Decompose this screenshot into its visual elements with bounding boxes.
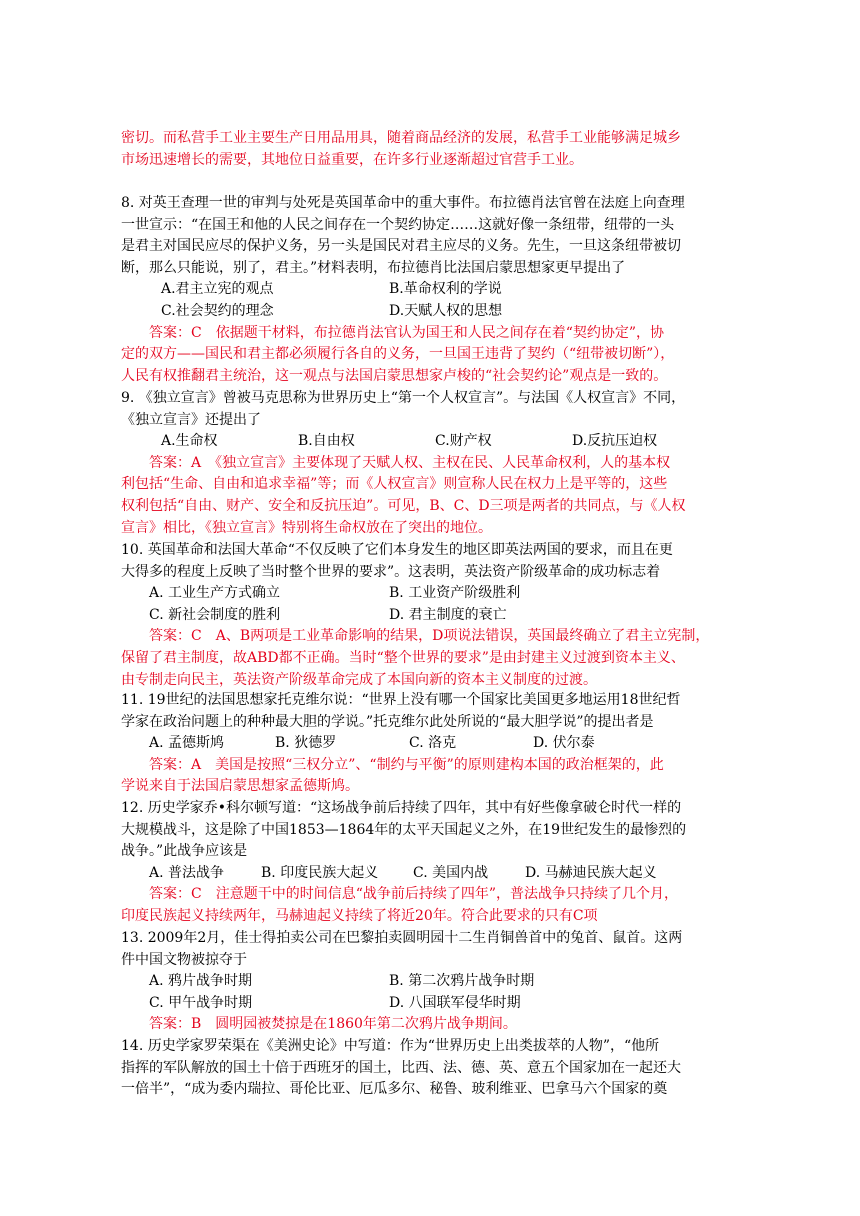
option-a: A.君主立宪的观点	[161, 281, 274, 298]
answer-line: 人民有权推翻君主统治，这一观点与法国启蒙思想家卢梭的“社会契约论”观点是一致的。	[121, 367, 668, 384]
answer-line: 由专制走向民主，英法资产阶级革命完成了本国向新的资本主义制度的过渡。	[121, 671, 597, 688]
answer-line: 答案：C 依据题干材料，布拉德肖法官认为国王和人民之间存在着“契约协定”，协	[149, 324, 665, 341]
option-b: B.自由权	[298, 433, 355, 450]
question-stem-line: 指挥的军队解放的国土十倍于西班牙的国土，比西、法、德、英、意五个国家加在一起还大	[121, 1059, 681, 1076]
question-stem-line: 战争。”此战争应该是	[121, 843, 248, 860]
question-stem-line: 一倍半”，“成为委内瑞拉、哥伦比亚、厄瓜多尔、秘鲁、玻利维亚、巴拿马六个国家的奠	[121, 1081, 668, 1098]
answer-line: 宣言》相比，《独立宣言》特别将生命权放在了突出的地位。	[121, 519, 492, 536]
options-row	[121, 431, 741, 453]
option-d: D. 马赫迪民族大起义	[525, 864, 657, 881]
option-c: C. 甲午战争时期	[149, 994, 253, 1011]
question-12	[121, 798, 741, 928]
question-13	[121, 928, 741, 1036]
options-row	[121, 583, 741, 605]
answer-line: 权利包括“自由、财产、安全和反抗压迫”。可见，B、C、D三项是两者的共同点，与《人权	[121, 497, 686, 514]
answer-line: 答案：A 《独立宣言》主要体现了天赋人权、主权在民、人民革命权利，人的基本权	[149, 454, 671, 471]
option-a: A. 孟德斯鸠	[149, 735, 225, 752]
question-stem-line: 学家在政治问题上的种种最大胆的学说。”托克维尔此处所说的“最大胆学说”的提出者是	[121, 713, 654, 730]
option-d: D. 君主制度的衰亡	[389, 606, 507, 623]
option-a: A. 工业生产方式确立	[149, 585, 281, 602]
option-b: B. 印度民族大起义	[261, 864, 379, 881]
option-c: C.财产权	[435, 433, 492, 450]
question-10	[121, 540, 741, 691]
option-d: D. 八国联军侵华时期	[389, 994, 521, 1011]
question-stem-line: 9. 《独立宣言》曾被马克思称为世界历史上“第一个人权宣言”。与法国《人权宣言》不同，	[121, 390, 686, 406]
option-c: C. 美国内战	[413, 864, 489, 881]
option-c: C.社会契约的理念	[161, 302, 274, 319]
answer-line: 答案：C 注意题干中的时间信息“战争前后持续了四年”，普法战争只持续了几个月，	[149, 886, 679, 903]
options-row	[121, 971, 741, 993]
options-row	[121, 993, 741, 1015]
question-stem-line: 8. 对英王查理一世的审判与处死是英国革命中的重大事件。布拉德肖法官曾在法庭上向查理	[121, 195, 685, 211]
option-b: B. 工业资产阶级胜利	[389, 585, 521, 602]
option-c: C. 洛克	[409, 735, 457, 752]
options-row	[121, 279, 741, 301]
option-b: B. 第二次鸦片战争时期	[389, 973, 535, 990]
options-row	[121, 863, 741, 885]
option-b: B.革命权利的学说	[389, 281, 502, 298]
question-stem-line: 一世宣示：“在国王和他的人民之间存在一个契约协定……这就好像一条纽带，纽带的一头	[121, 216, 675, 233]
question-stem-line: 是君主对国民应尽的保护义务，另一头是国民对君主应尽的义务。先生，一旦这条纽带被切	[121, 238, 681, 255]
option-d: D.反抗压迫权	[572, 433, 658, 450]
answer-line: 学说来自于法国启蒙思想家孟德斯鸠。	[121, 778, 359, 795]
question-8	[121, 193, 741, 387]
option-d: D.天赋人权的思想	[389, 302, 503, 319]
answer-line: 市场迅速增长的需要，其地位日益重要，在许多行业逐渐超过官营手工业。	[121, 151, 583, 168]
option-b: B. 狄德罗	[275, 735, 337, 752]
question-stem-line: 14. 历史学家罗荣渠在《美洲史论》中写道：作为“世界历史上出类拔萃的人物”，“他所	[121, 1038, 660, 1054]
question-stem-line: 件中国文物被掠夺于	[121, 951, 247, 968]
question-stem-line: 13. 2009年2月，佳士得拍卖公司在巴黎拍卖圆明园十二生肖铜兽首中的兔首、鼠首。这两	[121, 930, 683, 946]
answer-line: 答案：B 圆明园被焚掠是在1860年第二次鸦片战争期间。	[149, 1016, 517, 1033]
question-11	[121, 690, 741, 798]
question-14	[121, 1036, 741, 1101]
option-a: A. 鸦片战争时期	[149, 973, 253, 990]
question-stem-line: 11. 19世纪的法国思想家托克维尔说：“世界上没有哪一个国家比美国更多地运用18世纪哲	[121, 692, 681, 708]
question-9	[121, 388, 741, 539]
question-stem-line: 《独立宣言》还提出了	[121, 411, 261, 428]
answer-line: 答案：C A、B两项是工业革命影响的结果，D项说法错误，英国最终确立了君主立宪制，	[149, 628, 710, 645]
options-row	[121, 301, 741, 323]
question-stem-line: 断，那么只能说，别了，君主。”材料表明，布拉德肖比法国启蒙思想家更早提出了	[121, 259, 626, 276]
option-d: D. 伏尔泰	[533, 735, 595, 752]
question-stem-line: 大得多的程度上反映了当时整个世界的要求”。这表明，英法资产阶级革命的成功标志着	[121, 563, 661, 580]
answer-line: 答案：A 美国是按照“三权分立”、“制约与平衡”的原则建构本国的政治框架的，此	[149, 756, 664, 773]
question-stem-line: 大规模战斗，这是除了中国1853—1864年的太平天国起义之外，在19世纪发生的最惨烈的	[121, 821, 687, 838]
continued-answer-text	[121, 128, 741, 171]
question-stem-line: 10. 英国革命和法国大革命“不仅反映了它们本身发生的地区即英法两国的要求，而且在更	[121, 542, 673, 558]
answer-line: 印度民族起义持续两年，马赫迪起义持续了将近20年。符合此要求的只有C项	[121, 907, 598, 924]
option-c: C. 新社会制度的胜利	[149, 606, 281, 623]
answer-line: 定的双方——国民和君主都必须履行各自的义务，一旦国王违背了契约（“纽带被切断”），	[121, 346, 675, 363]
options-row	[121, 605, 741, 627]
answer-line: 保留了君主制度，故ABD都不正确。当时“整个世界的要求”是由封建主义过渡到资本主义、	[121, 649, 685, 666]
option-a: A.生命权	[161, 433, 218, 450]
question-stem-line: 12. 历史学家乔•科尔顿写道：“这场战争前后持续了四年，其中有好些像拿破仑时代一样的	[121, 800, 682, 816]
option-a: A. 普法战争	[149, 864, 225, 881]
options-row	[121, 733, 741, 755]
answer-line: 利包括“生命、自由和追求幸福”等；而《人权宣言》则宣称人民在权力上是平等的，这些	[121, 476, 668, 493]
answer-line: 密切。而私营手工业主要生产日用品用具，随着商品经济的发展，私营手工业能够满足城乡	[121, 130, 681, 146]
